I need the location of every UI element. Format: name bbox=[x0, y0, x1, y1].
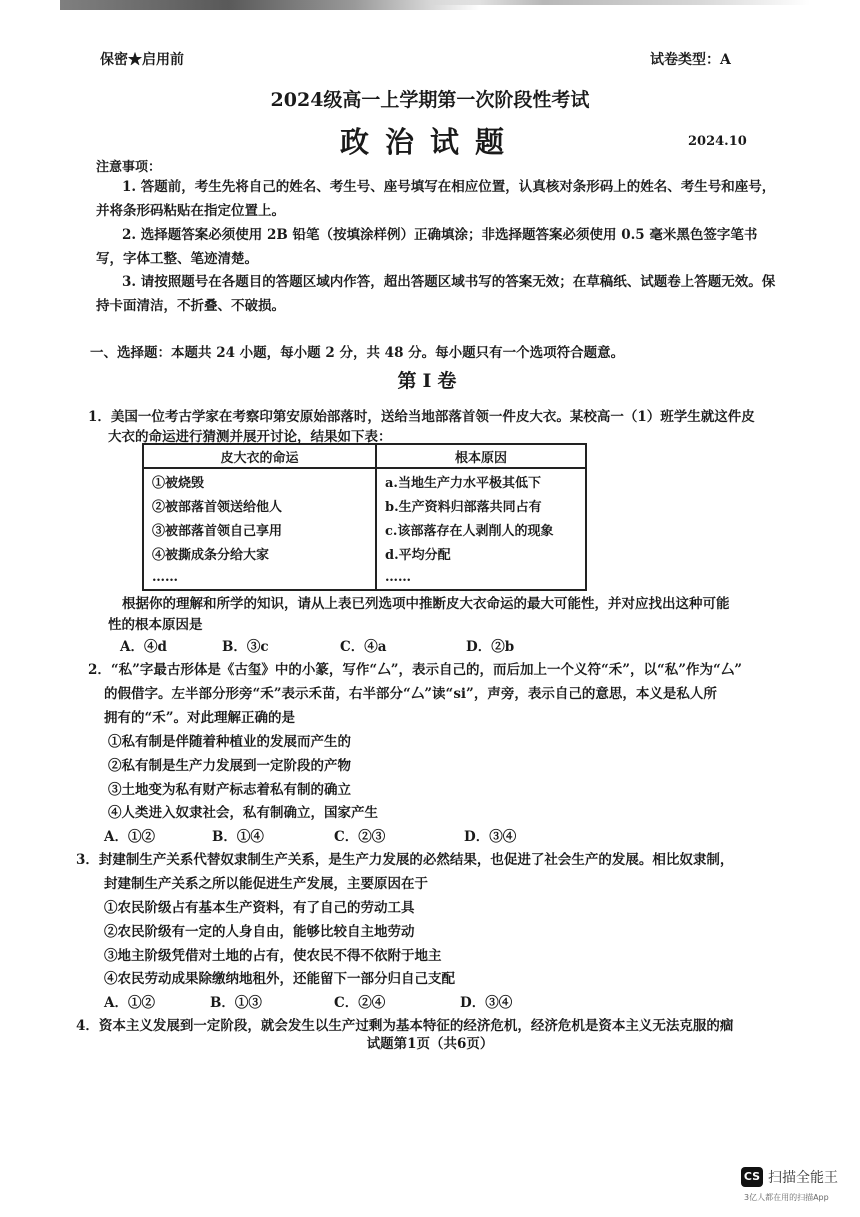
q1-option-a: A．④d bbox=[120, 639, 167, 655]
scan-edge-shadow-right bbox=[430, 0, 810, 5]
table-cell-fate: ③被部落首领自己享用 bbox=[143, 517, 376, 541]
table-cell-reason: a.当地生产力水平极其低下 bbox=[376, 468, 586, 493]
table-cell-reason: …… bbox=[376, 565, 586, 590]
table-header-row bbox=[143, 444, 586, 468]
q2-option-a: A．①② bbox=[104, 829, 155, 845]
camscanner-logo-icon: CS bbox=[741, 1167, 763, 1187]
page-footer: 试题第1页（共6页） bbox=[366, 1036, 494, 1052]
q3-statement-1: ①农民阶级占有基本生产资料，有了自己的劳动工具 bbox=[104, 900, 415, 916]
scan-edge-shadow bbox=[60, 0, 480, 10]
q4-line1: 4．资本主义发展到一定阶段，就会发生以生产过剩为基本特征的经济危机，经济危机是资本主义无法克服的痼 bbox=[76, 1018, 734, 1034]
exam-date: 2024.10 bbox=[688, 134, 747, 149]
table-cell-fate: ①被烧毁 bbox=[143, 468, 376, 493]
table-cell-fate: …… bbox=[143, 565, 376, 590]
section-one-heading: 一、选择题：本题共 24 小题，每小题 2 分，共 48 分。每小题只有一个选项符合题意。 bbox=[90, 345, 625, 361]
table-row bbox=[143, 517, 586, 541]
confidential-label: 保密★启用前 bbox=[100, 52, 184, 68]
q3-option-a: A．①② bbox=[104, 995, 155, 1011]
subject-title: 政治试题 bbox=[339, 125, 520, 159]
q3-statement-2: ②农民阶级有一定的人身自由，能够比较自主地劳动 bbox=[104, 924, 415, 940]
volume-label: 第Ⅰ卷 bbox=[397, 370, 463, 392]
notice-item-2: 2. 选择题答案必须使用 2B 铅笔（按填涂样例）正确填涂；非选择题答案必须使用 0.5 毫米黑色签字笔书写，字体工整、笔迹清楚。 bbox=[96, 227, 758, 267]
q1-stem-line2: 大衣的命运进行猜测并展开讨论，结果如下表： bbox=[108, 429, 392, 445]
table-row bbox=[143, 541, 586, 565]
table-cell-fate: ④被撕成条分给大家 bbox=[143, 541, 376, 565]
q1-option-c: C．④a bbox=[340, 639, 387, 655]
notice-item-3: 3. 请按照题号在各题目的答题区域内作答，超出答题区域书写的答案无效；在草稿纸、试题卷上答题无效。保持卡面清洁，不折叠、不破损。 bbox=[96, 274, 776, 314]
q3-option-d: D．③④ bbox=[460, 995, 513, 1011]
q1-option-d: D．②b bbox=[466, 639, 515, 655]
q2-option-c: C．②③ bbox=[334, 829, 386, 845]
q2-statement-2: ②私有制是生产力发展到一定阶段的产物 bbox=[108, 758, 351, 774]
q2-statement-3: ③土地变为私有财产标志着私有制的确立 bbox=[108, 782, 351, 798]
q3-line1: 3．封建制生产关系代替奴隶制生产关系，是生产力发展的必然结果，也促进了社会生产的发展。相比奴隶制， bbox=[76, 852, 734, 868]
q2-line1: 2．“私”字最古形体是《古玺》中的小篆，写作“厶”，表示自己的，而后加上一个义符“禾”，以“私”作为“厶” bbox=[88, 662, 743, 678]
exam-title: 2024级高一上学期第一次阶段性考试 bbox=[270, 89, 590, 111]
q3-statement-4: ④农民劳动成果除缴纳地租外，还能留下一部分归自己支配 bbox=[104, 971, 455, 987]
table-cell-reason: c.该部落存在人剥削人的现象 bbox=[376, 517, 586, 541]
q3-statement-3: ③地主阶级凭借对土地的占有，使农民不得不依附于地主 bbox=[104, 948, 442, 964]
notice-item-1: 1. 答题前，考生先将自己的姓名、考生号、座号填写在相应位置，认真核对条形码上的姓名、考生号和座号，并将条形码粘贴在指定位置上。 bbox=[96, 179, 776, 219]
q1-after-line2: 性的根本原因是 bbox=[108, 617, 203, 633]
q1-after-line1: 根据你的理解和所学的知识，请从上表已列选项中推断皮大衣命运的最大可能性，并对应找出这种可能 bbox=[122, 596, 730, 612]
table-header-fate: 皮大衣的命运 bbox=[143, 444, 376, 468]
q2-statement-4: ④人类进入奴隶社会，私有制确立，国家产生 bbox=[108, 805, 378, 821]
q1-stem-line1: 1．美国一位考古学家在考察印第安原始部落时，送给当地部落首领一件皮大衣。某校高一（1）班学生就这件皮 bbox=[88, 409, 755, 425]
notice-heading: 注意事项： bbox=[96, 160, 162, 175]
watermark-app-name: 扫描全能王 bbox=[768, 1170, 838, 1186]
watermark-tagline: 3亿人都在用的扫描App bbox=[744, 1193, 829, 1202]
table-row bbox=[143, 565, 586, 590]
q2-option-b: B．①④ bbox=[212, 829, 264, 845]
q2-statement-1: ①私有制是伴随着种植业的发展而产生的 bbox=[108, 734, 351, 750]
table-cell-reason: b.生产资料归部落共同占有 bbox=[376, 493, 586, 517]
q1-fate-table bbox=[142, 443, 587, 591]
q2-option-d: D．③④ bbox=[464, 829, 517, 845]
table-row bbox=[143, 493, 586, 517]
q3-line2: 封建制生产关系之所以能促进生产发展，主要原因在于 bbox=[104, 876, 428, 892]
q3-option-b: B．①③ bbox=[210, 995, 262, 1011]
table-row bbox=[143, 468, 586, 493]
q2-line2: 的假借字。左半部分形旁“禾”表示禾苗，右半部分“厶”读“si”，声旁，表示自己的意思，本义是私人所 bbox=[104, 686, 717, 702]
table-cell-reason: d.平均分配 bbox=[376, 541, 586, 565]
table-cell-fate: ②被部落首领送给他人 bbox=[143, 493, 376, 517]
q2-line3: 拥有的“禾”。对此理解正确的是 bbox=[104, 710, 296, 726]
q3-option-c: C．②④ bbox=[334, 995, 386, 1011]
table-header-reason: 根本原因 bbox=[376, 444, 586, 468]
paper-type-label: 试卷类型：A bbox=[650, 52, 731, 68]
q1-option-b: B．③c bbox=[222, 639, 269, 655]
